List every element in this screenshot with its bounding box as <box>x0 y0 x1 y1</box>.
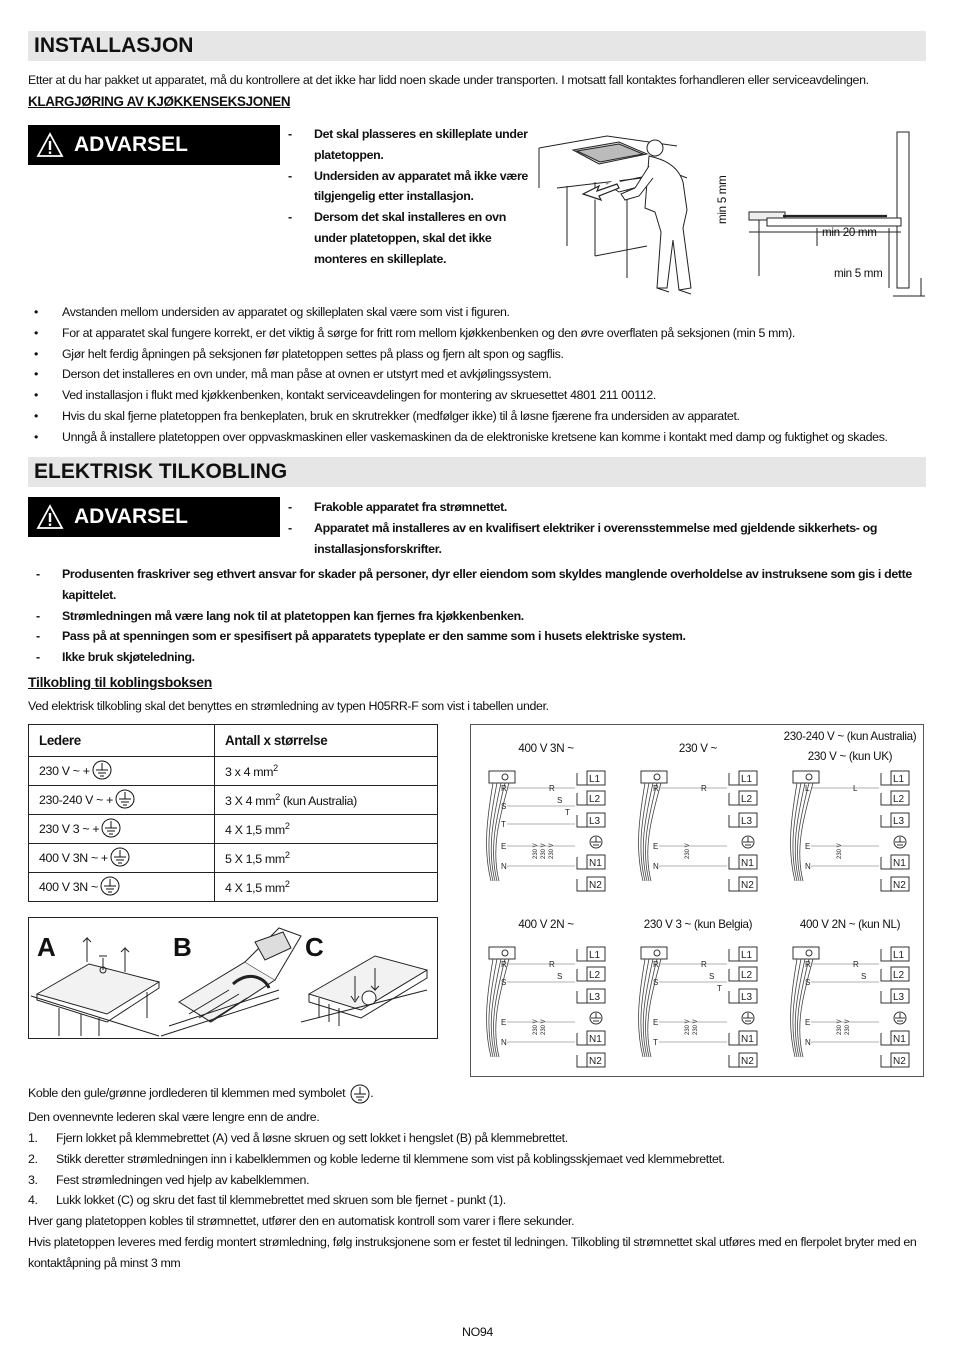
ground-symbol-icon <box>115 789 135 809</box>
ground-symbol <box>110 847 130 870</box>
diagram-label: 230-240 V ~ (kun Australia) 230 V ~ (kun UK) <box>783 730 917 763</box>
size-text: 4 X 1,5 mm <box>225 881 285 896</box>
step-item <box>28 1170 928 1191</box>
terminal-bracket <box>881 793 891 805</box>
diagram-label: 230 V ~ <box>678 742 718 755</box>
installation-intro: Etter at du har pakket ut apparatet, må du kontrollere at det ikke har lidd noen skade under transporten. I motsatt fall kontaktes forhandleren eller serviceavdelingen. <box>28 73 869 87</box>
terminal-bracket <box>729 793 739 805</box>
terminal-bracket <box>729 949 739 961</box>
ground-text <box>28 1083 928 1104</box>
table-header: Ledere <box>29 725 215 757</box>
list-item: • Avstanden mellom undersiden av apparatet og skilleplaten skal være som vist i figuren. <box>28 302 928 323</box>
wire-label: E <box>501 1018 507 1027</box>
warning-item: - Undersiden av apparatet må ikke være tilgjengelig etter installasjon. <box>286 166 532 208</box>
size-text: 4 X 1,5 mm <box>225 823 285 838</box>
ground-symbol <box>115 789 135 812</box>
table-row <box>29 757 438 786</box>
step-text: Fest strømledningen ved hjelp av kabelklemmen. <box>56 1172 310 1187</box>
wire-label: E <box>653 1018 659 1027</box>
ground-icon <box>743 1013 753 1021</box>
ground-text-suffix: . <box>370 1086 374 1100</box>
wire-label: N <box>501 1038 507 1047</box>
terminal-board-figure <box>28 917 438 1039</box>
warning-item: - Frakoble apparatet fra strømnettet. <box>286 497 926 518</box>
terminal-label: L3 <box>741 992 753 1003</box>
dim-min20: min 20 mm <box>822 226 877 239</box>
terminal-bracket <box>881 991 891 1003</box>
terminal-label: N2 <box>589 880 602 891</box>
step-text: Lukk lokket (C) og skru det fast til klemmebrettet med skruen som ble fjernet - punkt (1). <box>56 1193 506 1208</box>
terminal-bracket <box>577 793 587 805</box>
wire <box>641 959 649 1057</box>
ground-icon <box>743 837 753 845</box>
ground-symbol-icon <box>350 1084 370 1104</box>
wire-label: S <box>501 802 507 811</box>
size-text: 3 x 4 mm <box>225 765 274 780</box>
electrical-dash-list <box>28 564 928 668</box>
terminal-bracket <box>881 969 891 981</box>
warning-icon <box>36 132 64 158</box>
wire-label: R <box>701 784 707 793</box>
warning-label: ADVARSEL <box>74 505 188 528</box>
figure-label-c: C <box>305 932 324 962</box>
installation-bullets <box>28 302 928 448</box>
section-heading-electrical: ELEKTRISK TILKOBLING <box>28 457 926 487</box>
wiring-diagram <box>629 769 769 899</box>
terminal-bracket <box>577 815 587 827</box>
terminal-bracket <box>729 1033 739 1045</box>
terminal-bracket <box>881 1033 891 1045</box>
wire-label: R <box>653 960 659 969</box>
wire-label: N <box>805 1038 811 1047</box>
dim-min5-bottom: min 5 mm <box>834 267 883 280</box>
terminal-label: N1 <box>741 1034 754 1045</box>
terminal-label: L2 <box>589 970 601 981</box>
ground-symbol <box>92 760 112 783</box>
ground-icon <box>591 1013 601 1021</box>
wire-label: R <box>853 960 859 969</box>
longer-conductor-text: Den ovennevnte lederen skal være lengre enn de andre. <box>28 1110 320 1124</box>
size-suffix: (kun Australia) <box>279 794 357 809</box>
terminal-label: N1 <box>589 858 602 869</box>
ledere-text: 400 V 3N ~ <box>39 879 98 894</box>
diagram-label: 400 V 3N ~ <box>518 742 574 755</box>
terminal-bracket <box>729 969 739 981</box>
warning-item: - Dersom det skal installeres en ovn under platetoppen, skal det ikke monteres en skilleplate. <box>286 207 532 269</box>
wire <box>489 959 497 1057</box>
diagram-label: 400 V 2N ~ (kun NL) <box>799 918 901 931</box>
voltage-label: 230 V <box>541 843 547 859</box>
wire-label: N <box>653 862 659 871</box>
ground-icon <box>895 837 905 845</box>
list-item: • Hvis du skal fjerne platetoppen fra benkeplaten, bruk en skrutrekker (medfølger ikke) til å løsne fjærene fra undersiden av apparatet. <box>28 406 928 427</box>
wiring-diagram <box>477 945 617 1075</box>
step-text: Fjern lokket på klemmebrettet (A) ved å løsne skruen og sett lokket i hengslet (B) på klemmebrettet. <box>56 1131 568 1145</box>
wire <box>489 783 497 881</box>
step-number: 4. <box>28 1193 38 1208</box>
terminal-label: L2 <box>589 794 601 805</box>
wire-label: S <box>653 978 659 987</box>
terminal-label: L1 <box>741 774 753 785</box>
wiring-diagrams-panel <box>470 724 924 1077</box>
warning-box-electrical <box>28 497 280 537</box>
terminal-bracket <box>729 815 739 827</box>
wire-label: S <box>501 978 507 987</box>
size-sup: 2 <box>273 762 278 773</box>
list-item: • Unngå å installere platetoppen over oppvaskmaskinen eller vaskemaskinen da de elektroniske kretsene kan komme i kontakt med damp og fuktighet og skades. <box>28 427 928 448</box>
terminal-label: N2 <box>893 880 906 891</box>
wiring-diagram <box>477 769 617 899</box>
table-cell-size <box>215 873 438 902</box>
warning-item: - Det skal plasseres en skilleplate under platetoppen. <box>286 124 532 166</box>
voltage-label: 230 V <box>541 1019 547 1035</box>
step-number: 2. <box>28 1151 38 1166</box>
terminal-bracket <box>577 991 587 1003</box>
table-cell-ledere <box>29 757 215 786</box>
table-row <box>29 844 438 873</box>
terminal-label: N2 <box>589 1056 602 1067</box>
terminal-bracket <box>881 949 891 961</box>
terminal-bracket <box>881 773 891 785</box>
outro-2: Hvis platetoppen leveres med ferdig montert strømledning, følg instruksjonene som er festet til ledningen. Tilkobling til strømnettet skal utføres med en flerpolet bryter med en kontaktåpning på minst 3 mm <box>28 1235 917 1270</box>
table-cell-ledere <box>29 873 215 902</box>
table-cell-size <box>215 815 438 844</box>
step-text: Stikk deretter strømledningen inn i kabelklemmen og koble lederne til klemmene som vist på koblingsskjemaet ved klemmebrettet. <box>56 1151 725 1166</box>
terminal-bracket <box>577 949 587 961</box>
voltage-label: 230 V <box>549 843 555 859</box>
wire-label: R <box>549 960 555 969</box>
voltage-label: 230 V <box>685 843 691 859</box>
step-item <box>28 1149 928 1170</box>
terminal-label: N1 <box>589 1034 602 1045</box>
wire-label: R <box>501 960 507 969</box>
ground-symbol <box>101 818 121 841</box>
terminal-label: L2 <box>893 794 905 805</box>
size-sup: 2 <box>275 791 280 802</box>
wire-label: E <box>805 1018 811 1027</box>
wire-label: E <box>501 842 507 851</box>
wire-label: T <box>653 1038 658 1047</box>
wire-label: E <box>805 842 811 851</box>
terminal-bracket <box>577 1033 587 1045</box>
voltage-label: 230 V <box>693 1019 699 1035</box>
wire-label: T <box>717 984 722 993</box>
warning-label: ADVARSEL <box>74 133 188 156</box>
terminal-label: L3 <box>893 992 905 1003</box>
ground-symbol-icon <box>100 876 120 896</box>
wire-label: T <box>565 808 570 817</box>
terminal-board-drawing <box>29 918 437 1038</box>
wire <box>793 783 801 881</box>
wire-label: N <box>501 862 507 871</box>
wire-label: S <box>709 972 715 981</box>
ground-symbol-icon <box>92 760 112 780</box>
terminal-label: L1 <box>893 774 905 785</box>
size-sup: 2 <box>284 878 290 889</box>
size-text: 5 X 1,5 mm <box>225 852 285 867</box>
terminal-bracket <box>729 857 739 869</box>
wire-label: L <box>853 784 858 793</box>
wire-label: R <box>549 784 555 793</box>
terminal-bracket <box>729 991 739 1003</box>
table-row <box>29 786 438 815</box>
wire-label: R <box>701 960 707 969</box>
voltage-label: 230 V <box>845 1019 851 1035</box>
wire-label: T <box>501 820 506 829</box>
warning-box-installation <box>28 125 280 165</box>
terminal-bracket <box>577 969 587 981</box>
terminal-label: L3 <box>893 816 905 827</box>
wire-label: R <box>501 784 507 793</box>
voltage-label: 230 V <box>533 1019 539 1035</box>
wire-label: S <box>557 796 563 805</box>
ground-icon <box>591 837 601 845</box>
wire-label: N <box>805 862 811 871</box>
ground-icon <box>895 1013 905 1021</box>
section-heading-installation: INSTALLASJON <box>28 31 926 61</box>
size-sup: 2 <box>284 820 290 831</box>
connection-intro: Ved elektrisk tilkobling skal det benyttes en strømledning av typen H05RR-F som vist i tabellen under. <box>28 699 549 713</box>
terminal-bracket <box>881 815 891 827</box>
outro-1: Hver gang platetoppen kobles til strømnettet, utfører den en automatisk kontroll som varer i flere sekunder. <box>28 1214 575 1228</box>
table-cell-ledere <box>29 844 215 873</box>
terminal-label: L3 <box>589 816 601 827</box>
terminal-bracket <box>577 1055 587 1067</box>
warning-icon <box>36 504 64 530</box>
figure-label-b: B <box>173 932 192 962</box>
diagram-label: 400 V 2N ~ <box>518 918 574 931</box>
terminal-label: N2 <box>741 1056 754 1067</box>
table-row <box>29 815 438 844</box>
table-cell-size <box>215 786 438 815</box>
list-item: - Ikke bruk skjøteledning. <box>34 647 928 668</box>
terminal-bracket <box>577 857 587 869</box>
ground-symbol <box>100 876 120 899</box>
voltage-label: 230 V <box>685 1019 691 1035</box>
list-item: • Gjør helt ferdig åpningen på seksjonen før platetoppen settes på plass og fjern alt spon og sagflis. <box>28 344 928 365</box>
table-header-row <box>29 725 438 757</box>
terminal-bracket <box>881 1055 891 1067</box>
wire-label: L <box>805 784 810 793</box>
ground-text-label: Koble den gule/grønne jordlederen til klemmen med symbolet <box>28 1086 346 1100</box>
wire-label: E <box>653 842 659 851</box>
voltage-label: 230 V <box>837 1019 843 1035</box>
list-item: - Pass på at spenningen som er spesifisert på apparatets typeplate er den samme som i husets elektriske system. <box>34 626 928 647</box>
list-item: • Ved installasjon i flukt med kjøkkenbenken, kontakt serviceavdelingen for montering av skruesettet 4801 211 00112. <box>28 385 928 406</box>
terminal-label: L1 <box>893 950 905 961</box>
terminal-label: L2 <box>893 970 905 981</box>
terminal-label: N1 <box>893 858 906 869</box>
wiring-diagram <box>629 945 769 1075</box>
step-item <box>28 1128 928 1149</box>
terminal-label: L1 <box>589 950 601 961</box>
terminal-bracket <box>577 879 587 891</box>
table-cell-ledere <box>29 786 215 815</box>
ledere-text: 230 V ~ + <box>39 763 90 778</box>
figure-label-a: A <box>37 932 56 962</box>
terminal-bracket <box>881 879 891 891</box>
conductor-table <box>28 724 438 902</box>
page-number: NO94 <box>462 1325 493 1339</box>
terminal-bracket <box>729 1055 739 1067</box>
terminal-bracket <box>577 773 587 785</box>
terminal-label: L3 <box>589 992 601 1003</box>
table-cell-size <box>215 844 438 873</box>
table-row <box>29 873 438 902</box>
wire-label: R <box>805 960 811 969</box>
list-item: - Strømledningen må være lang nok til at platetoppen kan fjernes fra kjøkkenbenken. <box>34 606 928 627</box>
size-text: 3 X 4 mm <box>225 794 276 809</box>
wire-label: R <box>653 784 659 793</box>
table-cell-size <box>215 757 438 786</box>
wire-label: S <box>861 972 867 981</box>
ledere-text: 400 V 3N ~ + <box>39 850 108 865</box>
step-item <box>28 1190 928 1211</box>
warning-item: - Apparatet må installeres av en kvalifisert elektriker i overensstemmelse med gjeldende sikkerhets- og installasjonsforskrifter. <box>286 518 926 560</box>
terminal-label: N2 <box>893 1056 906 1067</box>
step-number: 1. <box>28 1131 38 1145</box>
voltage-label: 230 V <box>533 843 539 859</box>
wire-label: S <box>805 978 811 987</box>
list-item: • Derson det installeres en ovn under, må man påse at ovnen er utstyrt med et avkjølingssystem. <box>28 364 928 385</box>
voltage-label: 230 V <box>837 843 843 859</box>
ground-symbol-icon <box>101 818 121 838</box>
terminal-label: N2 <box>741 880 754 891</box>
terminal-bracket <box>881 857 891 869</box>
terminal-label: L2 <box>741 794 753 805</box>
terminal-label: L2 <box>741 970 753 981</box>
table-header: Antall x størrelse <box>215 725 438 757</box>
terminal-label: N1 <box>893 1034 906 1045</box>
ground-symbol-icon <box>110 847 130 867</box>
wire <box>641 783 649 881</box>
terminal-label: L1 <box>741 950 753 961</box>
electrical-warning-list <box>286 497 926 559</box>
terminal-label: L3 <box>741 816 753 827</box>
list-item: • For at apparatet skal fungere korrekt, er det viktig å sørge for fritt rom mellom kjøkkenbenken og den øvre overflaten på seksjonen (min 5 mm). <box>28 323 928 344</box>
wiring-diagram <box>781 945 921 1075</box>
terminal-bracket <box>729 879 739 891</box>
table-cell-ledere <box>29 815 215 844</box>
installation-warning-list <box>286 124 532 270</box>
wire-label: S <box>557 972 563 981</box>
size-sup: 2 <box>284 849 290 860</box>
diagram-label: 230 V 3 ~ (kun Belgia) <box>643 918 753 931</box>
list-item: - Produsenten fraskriver seg ethvert ansvar for skader på personer, dyr eller eiendom som skyldes manglende overholdelse av instruksene som gis i dette kapittelet. <box>34 564 928 606</box>
terminal-label: N1 <box>741 858 754 869</box>
step-number: 3. <box>28 1172 38 1187</box>
connection-subheading: Tilkobling til koblingsboksen <box>28 674 212 690</box>
ledere-text: 230-240 V ~ + <box>39 792 113 807</box>
ledere-text: 230 V 3 ~ + <box>39 821 100 836</box>
wiring-diagram <box>781 769 921 899</box>
installation-subheading: KLARGJØRING AV KJØKKENSEKSJONEN <box>28 94 291 109</box>
steps-list <box>28 1128 928 1211</box>
terminal-label: L1 <box>589 774 601 785</box>
terminal-bracket <box>729 773 739 785</box>
wire <box>793 959 801 1057</box>
